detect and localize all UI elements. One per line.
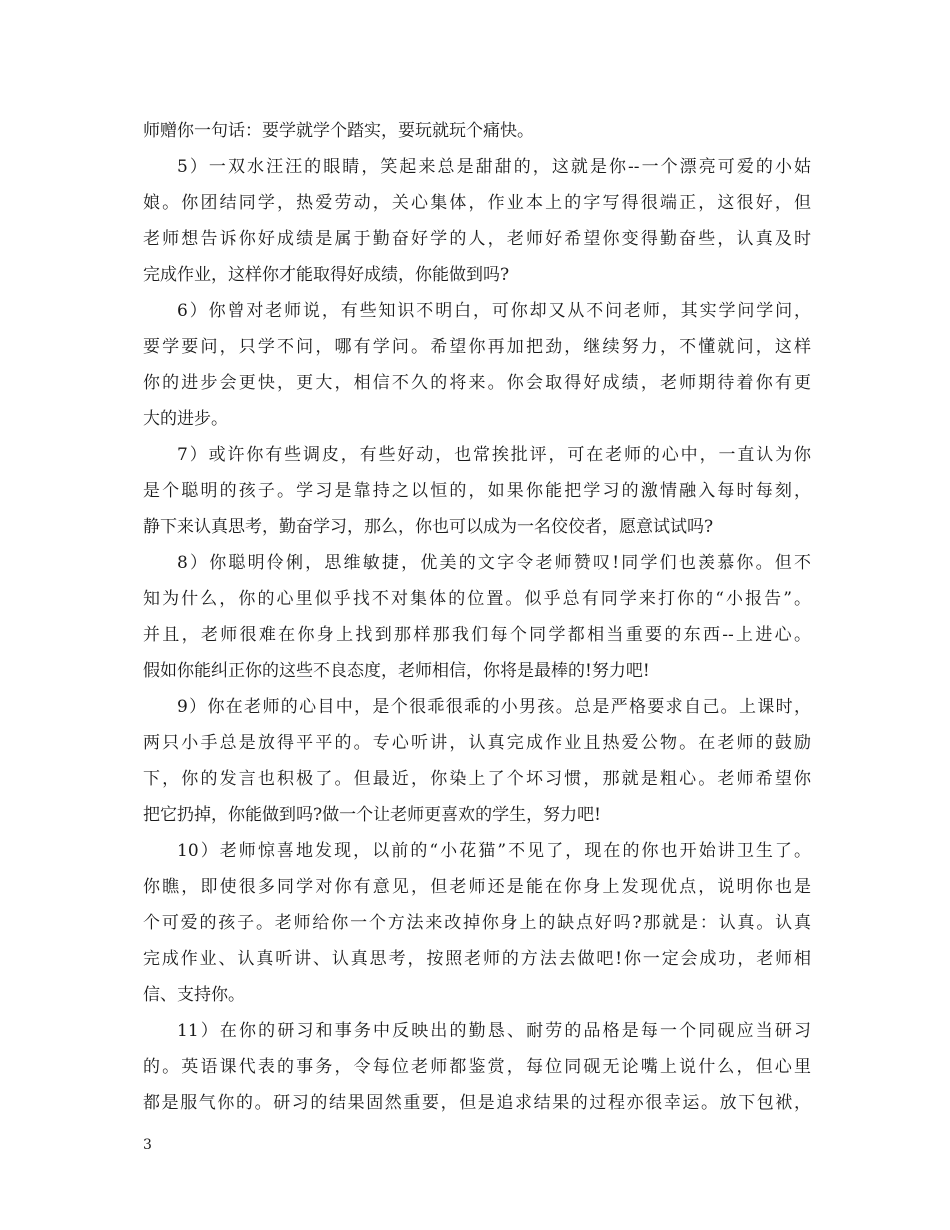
text-line: 你瞧，即使很多同学对你有意见，但老师还是能在你身上发现优点，说明你也是 bbox=[143, 877, 811, 897]
text-line: 完成作业、认真听讲、认真思考，按照老师的方法去做吧!你一定会成功，老师相 bbox=[143, 949, 811, 969]
text-line: 老师想告诉你好成绩是属于勤奋好学的人，老师好希望你变得勤奋些，认真及时 bbox=[143, 229, 811, 249]
text-line: 的。英语课代表的事务，令每位老师都鉴赏，每位同砚无论嘴上说什么，但心里 bbox=[143, 1057, 811, 1077]
text-line: 是个聪明的孩子。学习是靠持之以恒的，如果你能把学习的激情融入每时每刻， bbox=[143, 481, 811, 501]
text-line: 知为什么，你的心里似乎找不对集体的位置。似乎总有同学来打你的“小报告”。 bbox=[143, 589, 811, 609]
text-line: 并且，老师很难在你身上找到那样那我们每个同学都相当重要的东西--上进心。 bbox=[143, 625, 811, 645]
text-line: 6）你曾对老师说，有些知识不明白，可你却又从不问老师，其实学问学问， bbox=[177, 301, 811, 321]
text-line: 大的进步。 bbox=[143, 409, 228, 429]
text-line: 11）在你的研习和事务中反映出的勤恳、耐劳的品格是每一个同砚应当研习 bbox=[177, 1021, 811, 1041]
text-line: 静下来认真思考，勤奋学习，那么，你也可以成为一名佼佼者，愿意试试吗? bbox=[143, 517, 714, 537]
page-number: 3 bbox=[143, 1137, 152, 1153]
document-body bbox=[143, 113, 811, 1121]
text-line: 都是服气你的。研习的结果固然重要，但是追求结果的过程亦很幸运。放下包袱， bbox=[143, 1093, 811, 1113]
text-line: 10）老师惊喜地发现，以前的“小花猫”不见了，现在的你也开始讲卫生了。 bbox=[177, 841, 811, 861]
text-line: 把它扔掉，你能做到吗?做一个让老师更喜欢的学生，努力吧! bbox=[143, 805, 601, 825]
text-line: 个可爱的孩子。老师给你一个方法来改掉你身上的缺点好吗?那就是：认真。认真 bbox=[143, 913, 811, 933]
text-line: 完成作业，这样你才能取得好成绩，你能做到吗? bbox=[143, 265, 510, 285]
text-line: 8）你聪明伶俐，思维敏捷，优美的文字令老师赞叹!同学们也羡慕你。但不 bbox=[177, 553, 811, 573]
text-line: 假如你能纠正你的这些不良态度，老师相信，你将是最棒的!努力吧! bbox=[143, 661, 650, 681]
text-line: 7）或许你有些调皮，有些好动，也常挨批评，可在老师的心中，一直认为你 bbox=[177, 445, 811, 465]
text-line: 娘。你团结同学，热爱劳动，关心集体，作业本上的字写得很端正，这很好，但 bbox=[143, 193, 811, 213]
text-line: 师赠你一句话：要学就学个踏实，要玩就玩个痛快。 bbox=[143, 121, 534, 141]
text-line: 两只小手总是放得平平的。专心听讲，认真完成作业且热爱公物。在老师的鼓励 bbox=[143, 733, 811, 753]
text-line: 5）一双水汪汪的眼睛，笑起来总是甜甜的，这就是你--一个漂亮可爱的小姑 bbox=[177, 157, 811, 177]
text-line: 9）你在老师的心目中，是个很乖很乖的小男孩。总是严格要求自己。上课时， bbox=[177, 697, 811, 717]
text-line: 你的进步会更快，更大，相信不久的将来。你会取得好成绩，老师期待着你有更 bbox=[143, 373, 811, 393]
text-line: 信、支持你。 bbox=[143, 985, 245, 1005]
text-line: 下，你的发言也积极了。但最近，你染上了个坏习惯，那就是粗心。老师希望你 bbox=[143, 769, 811, 789]
text-line: 要学要问，只学不问，哪有学问。希望你再加把劲，继续努力，不懂就问，这样 bbox=[143, 337, 811, 357]
